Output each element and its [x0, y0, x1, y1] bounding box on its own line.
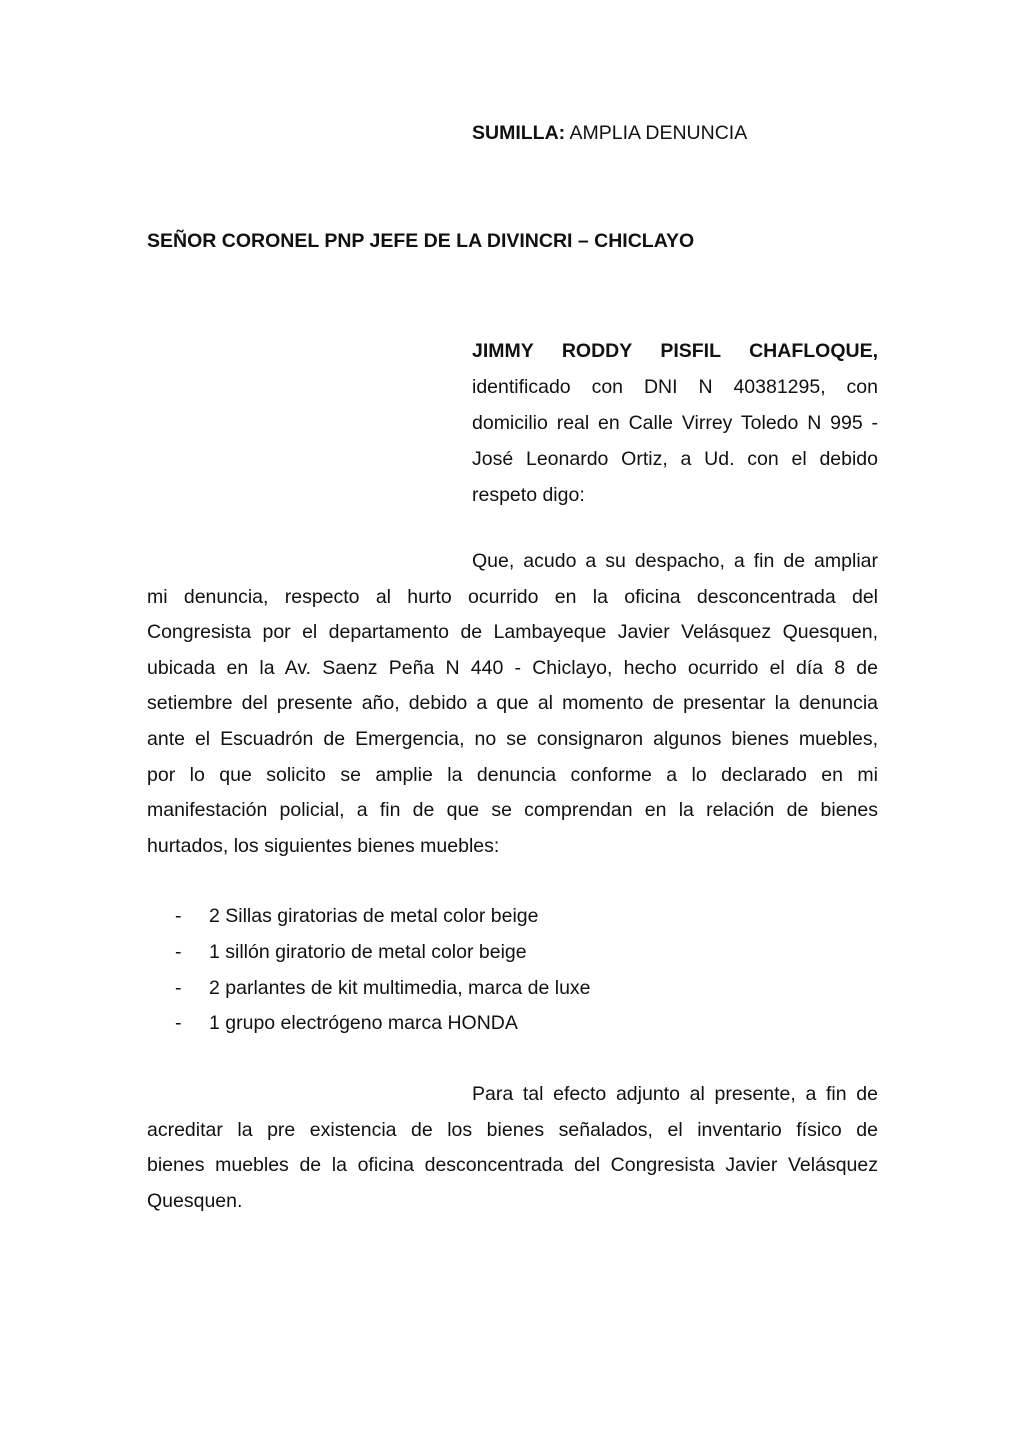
paragraph-line: ubicada en la Av. Saenz Peña N 440 - Chiclayo, hecho ocurrido el día 8 de [147, 656, 878, 679]
bullet-dash: - [175, 940, 182, 963]
bullet-dash: - [175, 1012, 182, 1035]
body-paragraph-1 [147, 544, 878, 864]
paragraph-line: manifestación policial, a fin de que se comprendan en la relación de bienes [147, 799, 878, 822]
paragraph-line: por lo que solicito se amplie la denuncia conforme a lo declarado en mi [147, 763, 878, 786]
paragraph-line: ante el Escuadrón de Emergencia, no se consignaron algunos bienes muebles, [147, 727, 878, 750]
paragraph-line: acreditar la pre existencia de los bienes señalados, el inventario físico de [147, 1118, 878, 1141]
bullet-dash: - [175, 976, 182, 999]
paragraph-line: Quesquen. [147, 1189, 243, 1212]
list-item-text: 1 sillón giratorio de metal color beige [209, 940, 527, 963]
paragraph-line: bienes muebles de la oficina desconcentrada del Congresista Javier Velásquez [147, 1154, 878, 1177]
list-item-text: 1 grupo electrógeno marca HONDA [209, 1012, 518, 1035]
paragraph-line: Que, acudo a su despacho, a fin de ampliar [472, 550, 878, 572]
party-line: identificado con DNI N 40381295, con [472, 376, 878, 398]
sumilla-value: AMPLIA DENUNCIA [565, 122, 748, 144]
list-item [175, 935, 591, 971]
party-line: José Leonardo Ortiz, a Ud. con el debido [472, 448, 878, 470]
addressee-heading: SEÑOR CORONEL PNP JEFE DE LA DIVINCRI – CHICLAYO [147, 230, 695, 252]
party-line: respeto digo: [472, 484, 585, 506]
list-item [175, 971, 591, 1007]
list-item [175, 899, 591, 935]
list-item-text: 2 Sillas giratorias de metal color beige [209, 905, 539, 927]
paragraph-line: mi denuncia, respecto al hurto ocurrido en la oficina desconcentrada del [147, 585, 878, 608]
paragraph-line: setiembre del presente año, debido a que al momento de presentar la denuncia [147, 692, 878, 715]
party-name: JIMMY RODDY PISFIL CHAFLOQUE, [472, 340, 878, 362]
paragraph-line: Para tal efecto adjunto al presente, a fin de [472, 1083, 878, 1105]
paragraph-line: hurtados, los siguientes bienes muebles: [147, 834, 500, 857]
list-item-text: 2 parlantes de kit multimedia, marca de luxe [209, 976, 591, 999]
sumilla-line [472, 122, 747, 145]
body-paragraph-2 [147, 1077, 878, 1219]
bullet-dash: - [175, 905, 182, 927]
stolen-items-list [175, 899, 591, 1042]
sumilla-label: SUMILLA: [472, 122, 566, 144]
party-identification [472, 333, 878, 513]
list-item [175, 1006, 591, 1042]
party-line: domicilio real en Calle Virrey Toledo N 995 - [472, 412, 878, 434]
paragraph-line: Congresista por el departamento de Lambayeque Javier Velásquez Quesquen, [147, 621, 878, 644]
